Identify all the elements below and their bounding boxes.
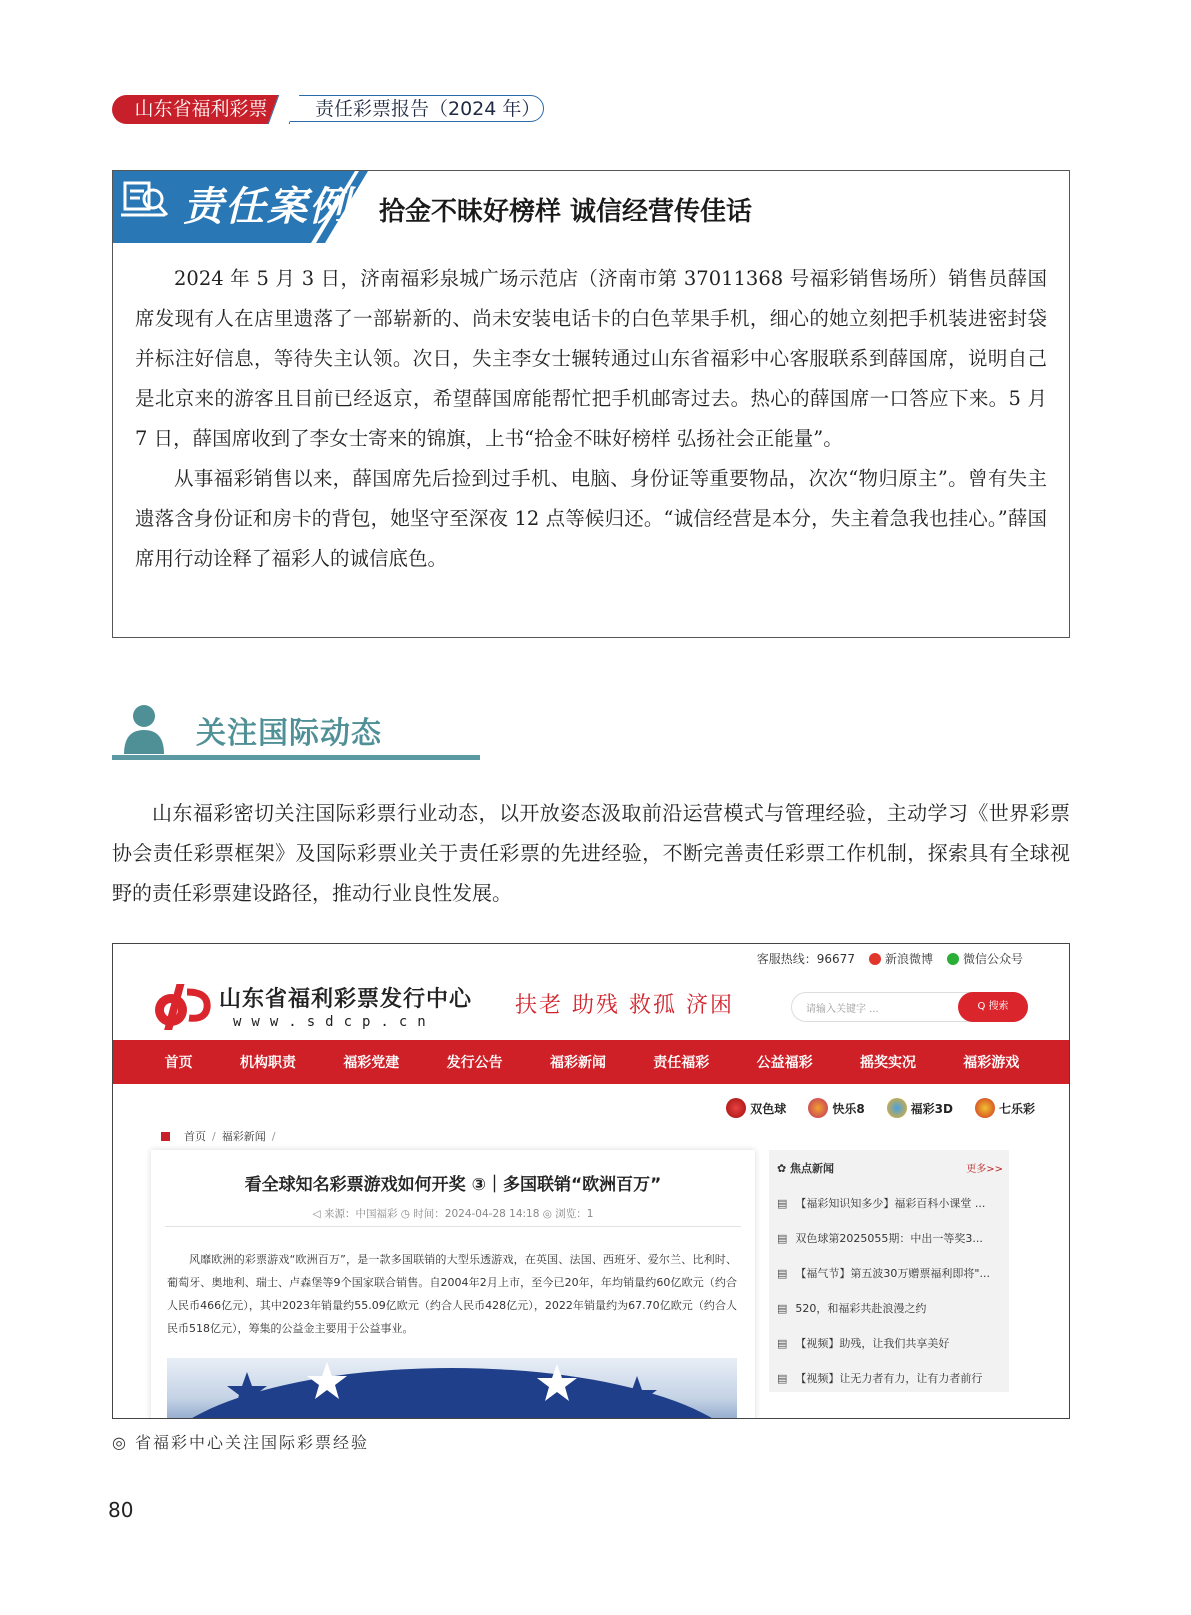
wechat-link[interactable] <box>947 950 1023 967</box>
nav-item[interactable]: 机构职责 <box>239 1055 296 1071</box>
case-paragraph: 从事福彩销售以来，薛国席先后捡到过手机、电脑、身份证等重要物品，次次“物归原主”。曾有失主遗落含身份证和房卡的背包，她坚守至深夜 12 点等候归还。“诚信经营是本分，失主着急我也挂心。”薛国席用行动诠释了福彩人的诚信底色。 <box>135 467 1047 570</box>
breadcrumb-news[interactable]: 福彩新闻 <box>221 1130 266 1143</box>
nav-item[interactable]: 公益福彩 <box>756 1055 813 1071</box>
report-header-tag <box>112 95 548 124</box>
header-org-label: 山东省福利彩票 <box>112 95 290 124</box>
game-link-kl8[interactable] <box>808 1098 864 1118</box>
game-link-qlc[interactable] <box>975 1098 1035 1118</box>
section-heading <box>112 700 480 760</box>
news-item[interactable]: ▤ 【福气节】第五波30万赠票福利即将"... <box>777 1266 1003 1301</box>
wechat-icon <box>947 953 959 965</box>
section-intro <box>112 793 1070 913</box>
news-item[interactable]: ▤ 双色球第2025055期：中出一等奖3... <box>777 1231 1003 1266</box>
section-underline <box>112 755 480 760</box>
article-divider <box>165 1226 741 1227</box>
ssq-icon <box>726 1098 746 1118</box>
news-item[interactable]: ▤ 【视频】助残，让我们共享美好 <box>777 1336 1003 1371</box>
search-button[interactable]: Q 搜索 <box>958 992 1028 1022</box>
hotline-text: 客服热线：96677 <box>756 952 855 966</box>
case-paragraph: 2024 年 5 月 3 日，济南福彩泉城广场示范店（济南市第 37011368 号福彩销售场所）销售员薛国席发现有人在店里遗落了一部崭新的、尚未安装电话卡的白色苹果手机，细心的她立刻把手机装进密封袋并标注好信息，等待失主认领。次日，失主李女士辗转通过山东省福彩中心客服联系到薛国席，说明自己是北京来的游客且目前已经返京，希望薛国席能帮忙把手机邮寄过去。热心的薛国席一口答应下来。5 月 7 日，薛国席收到了李女士寄来的锦旗，上书“拾金不昧好榜样 弘扬社会正能量”。 <box>135 267 1047 450</box>
wechat-label: 微信公众号 <box>962 952 1023 966</box>
game-links <box>726 1098 1035 1118</box>
site-search <box>791 992 1028 1022</box>
game-label: 双色球 <box>750 1101 787 1116</box>
article-image <box>167 1358 737 1419</box>
focus-news-title: ✿ 焦点新闻 <box>777 1162 835 1175</box>
person-icon <box>120 704 170 754</box>
site-name: 山东省福利彩票发行中心 <box>219 987 473 1012</box>
breadcrumb-home[interactable]: 首页 <box>184 1130 206 1143</box>
weibo-icon <box>869 953 881 965</box>
news-item[interactable]: ▤ 【福彩知识知多少】福彩百科小课堂 ... <box>777 1196 1003 1231</box>
responsibility-case-box <box>112 170 1070 638</box>
breadcrumb-marker <box>161 1132 170 1141</box>
game-label: 七乐彩 <box>998 1101 1035 1116</box>
article-meta: ◁ 来源：中国福彩 ◷ 时间：2024-04-28 14:18 ◎ 浏览：1 <box>312 1208 594 1220</box>
page-number: 80 <box>108 1498 134 1522</box>
site-slogan: 扶老 助残 救孤 济困 <box>515 993 734 1018</box>
news-item[interactable]: ▤ 【视频】让无力者有力，让有力者前行 <box>777 1371 1003 1406</box>
euro-stars-image <box>167 1358 737 1419</box>
case-banner <box>113 171 368 243</box>
site-nav <box>113 1040 1070 1084</box>
search-input[interactable]: 请输入关键字 ... <box>806 1004 879 1015</box>
kl8-icon <box>808 1098 828 1118</box>
article-title: 看全球知名彩票游戏如何开奖 ③｜多国联销“欧洲百万” <box>244 1175 662 1195</box>
case-body <box>135 259 1047 579</box>
breadcrumb-sep: / <box>212 1129 216 1143</box>
nav-item[interactable]: 福彩新闻 <box>549 1055 606 1071</box>
article-card <box>151 1150 755 1419</box>
nav-item[interactable]: 责任福彩 <box>653 1055 710 1071</box>
qlc-icon <box>975 1098 995 1118</box>
focus-news-panel <box>769 1150 1009 1392</box>
article-text <box>167 1248 737 1340</box>
website-topbar <box>757 950 1023 967</box>
news-item[interactable]: ▤ 520，和福彩共赴浪漫之约 <box>777 1301 1003 1336</box>
header-report-label: 责任彩票报告（2024 年） <box>282 95 544 122</box>
focus-news-list <box>777 1196 1003 1406</box>
website-screenshot <box>112 943 1070 1419</box>
article-paragraph: 风靡欧洲的彩票游戏“欧洲百万”，是一款多国联销的大型乐透游戏，在英国、法国、西班牙、爱尔兰、比利时、葡萄牙、奥地利、瑞士、卢森堡等9个国家联合销售。自2004年2月上市，至今已20年，年均销量约60亿欧元（约合人民币466亿元），其中2023年销量约55.09亿欧元（约合人民币428亿元），2022年销量约为67.70亿欧元（约合人民币518亿元），筹集的公益金主要用于公益事业。 <box>167 1253 737 1335</box>
weibo-label: 新浪微博 <box>884 952 933 966</box>
weibo-link[interactable] <box>869 950 933 967</box>
game-link-ssq[interactable] <box>726 1098 786 1118</box>
site-url: www.sdcp.cn <box>233 1014 436 1030</box>
fc3d-icon <box>887 1098 907 1118</box>
case-title: 拾金不昧好榜样 诚信经营传佳话 <box>379 197 753 227</box>
more-link[interactable]: 更多>> <box>966 1164 1003 1175</box>
game-label: 快乐8 <box>832 1101 865 1116</box>
figure-caption: ◎ 省福彩中心关注国际彩票经验 <box>112 1433 370 1452</box>
nav-item[interactable]: 发行公告 <box>446 1055 503 1071</box>
breadcrumb-sep: / <box>271 1129 276 1143</box>
game-label: 福彩3D <box>910 1101 953 1116</box>
nav-item[interactable]: 福彩游戏 <box>963 1055 1020 1071</box>
nav-item[interactable]: 福彩党建 <box>343 1055 400 1071</box>
welfare-lottery-logo-icon <box>151 982 213 1032</box>
case-banner-text: 责任案例 <box>183 183 351 230</box>
nav-item[interactable]: 摇奖实况 <box>859 1055 916 1071</box>
game-link-3d[interactable] <box>887 1098 953 1118</box>
breadcrumb <box>161 1128 275 1144</box>
section-title: 关注国际动态 <box>196 716 382 751</box>
intro-paragraph: 山东福彩密切关注国际彩票行业动态，以开放姿态汲取前沿运营模式与管理经验，主动学习《世界彩票协会责任彩票框架》及国际彩票业关于责任彩票的先进经验，不断完善责任彩票工作机制，探索具有全球视野的责任彩票建设路径，推动行业良性发展。 <box>112 801 1070 905</box>
nav-item[interactable]: 首页 <box>164 1055 193 1071</box>
